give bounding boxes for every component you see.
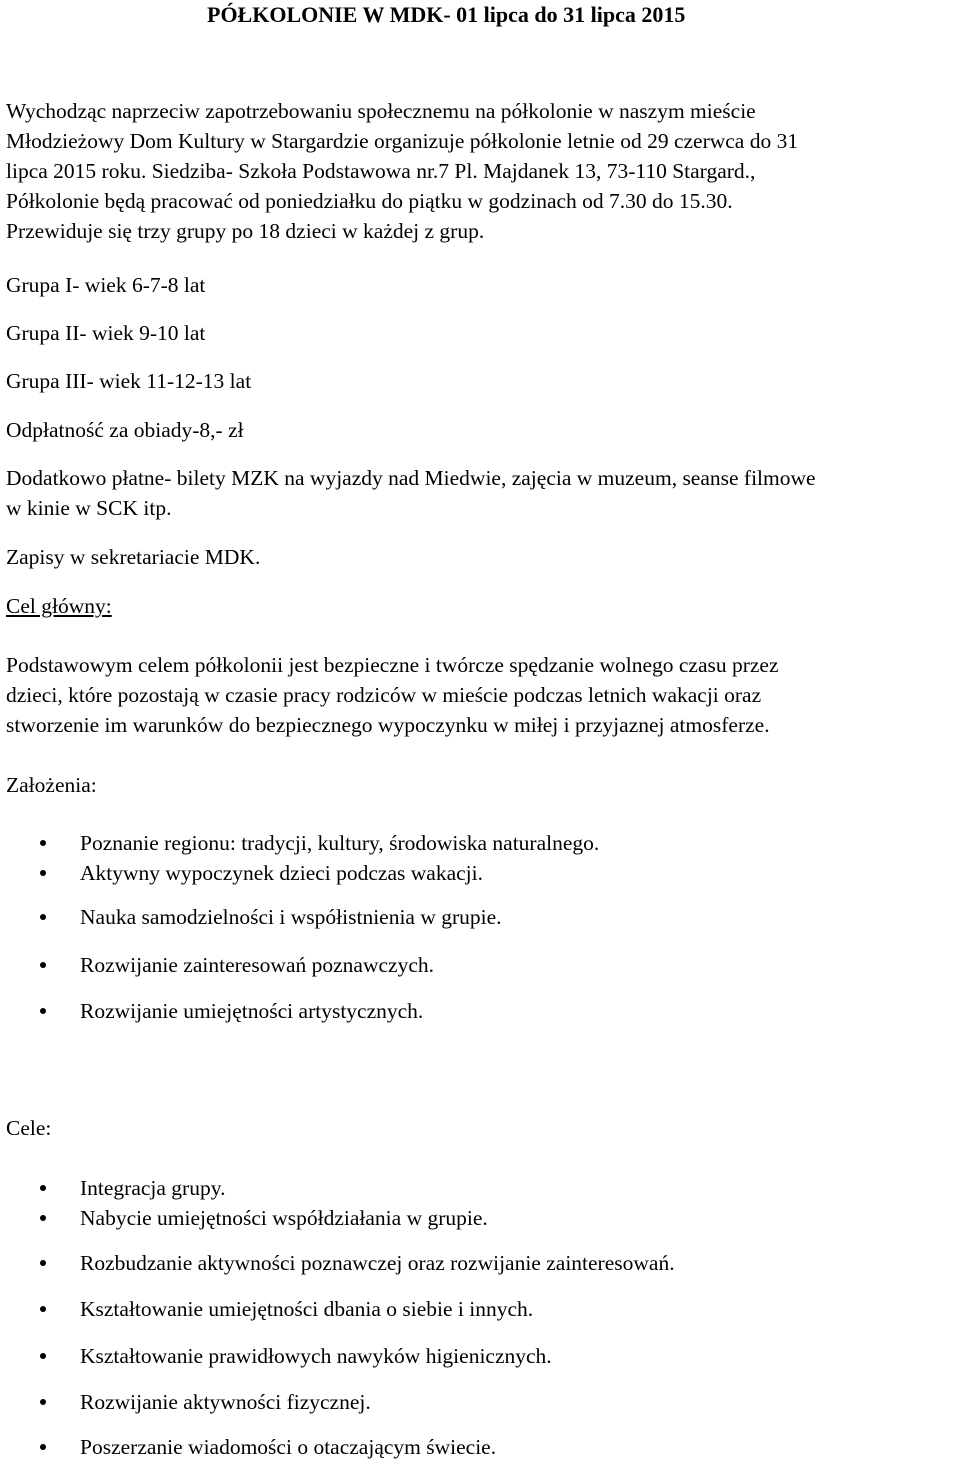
list-item-text: Rozwijanie umiejętności artystycznych. bbox=[80, 999, 424, 1023]
bullet-icon bbox=[40, 1215, 46, 1221]
bullet-icon bbox=[40, 1260, 46, 1266]
list-item-text: Poszerzanie wiadomości o otaczającym świecie. bbox=[80, 1435, 497, 1459]
intro-line: Wychodząc naprzeciw zapotrzebowaniu społecznemu na półkolonie w naszym mieście bbox=[6, 99, 756, 123]
list-item-text: Rozwijanie aktywności fizycznej. bbox=[80, 1390, 371, 1414]
list-item-text: Integracja grupy. bbox=[80, 1176, 226, 1200]
fee-text: Odpłatność za obiady-8,- zł bbox=[6, 418, 244, 442]
enrollment-text: Zapisy w sekretariacie MDK. bbox=[6, 545, 261, 569]
list-item-text: Kształtowanie prawidłowych nawyków higienicznych. bbox=[80, 1344, 552, 1368]
bullet-icon bbox=[40, 1185, 46, 1191]
list-item-text: Kształtowanie umiejętności dbania o siebie i innych. bbox=[80, 1297, 534, 1321]
bullet-icon bbox=[40, 1353, 46, 1359]
bullet-icon bbox=[40, 1306, 46, 1312]
main-goal-line: Podstawowym celem półkolonii jest bezpieczne i twórcze spędzanie wolnego czasu przez bbox=[6, 653, 779, 677]
intro-line: Przewiduje się trzy grupy po 18 dzieci w każdej z grup. bbox=[6, 219, 485, 243]
list-item-text: Nabycie umiejętności współdziałania w grupie. bbox=[80, 1206, 488, 1230]
group-1-text: Grupa I- wiek 6-7-8 lat bbox=[6, 273, 206, 297]
intro-line: Młodzieżowy Dom Kultury w Stargardzie organizuje półkolonie letnie od 29 czerwca do 31 bbox=[6, 129, 799, 153]
bullet-icon bbox=[40, 1399, 46, 1405]
extra-line: Dodatkowo płatne- bilety MZK na wyjazdy nad Miedwie, zajęcia w muzeum, seanse filmowe bbox=[6, 466, 816, 490]
list-item-text: Rozbudzanie aktywności poznawczej oraz rozwijanie zainteresowań. bbox=[80, 1251, 675, 1275]
intro-line: Półkolonie będą pracować od poniedziałku do piątku w godzinach od 7.30 do 15.30. bbox=[6, 189, 733, 213]
extra-line: w kinie w SCK itp. bbox=[6, 496, 172, 520]
list-item-text: Aktywny wypoczynek dzieci podczas wakacji. bbox=[80, 861, 483, 885]
list-item-text: Rozwijanie zainteresowań poznawczych. bbox=[80, 953, 434, 977]
assumptions-heading: Założenia: bbox=[6, 773, 97, 797]
main-goal-line: dzieci, które pozostają w czasie pracy rodziców w mieście podczas letnich wakacji oraz bbox=[6, 683, 762, 707]
intro-line: lipca 2015 roku. Siedziba- Szkoła Podstawowa nr.7 Pl. Majdanek 13, 73-110 Stargard., bbox=[6, 159, 756, 183]
group-2-text: Grupa II- wiek 9-10 lat bbox=[6, 321, 206, 345]
group-3-text: Grupa III- wiek 11-12-13 lat bbox=[6, 369, 252, 393]
page-title: PÓŁKOLONIE W MDK- 01 lipca do 31 lipca 2015 bbox=[207, 2, 686, 27]
bullet-icon bbox=[40, 1444, 46, 1450]
list-item-text: Nauka samodzielności i współistnienia w grupie. bbox=[80, 905, 502, 929]
goals-heading: Cele: bbox=[6, 1116, 52, 1140]
list-item-text: Poznanie regionu: tradycji, kultury, środowiska naturalnego. bbox=[80, 831, 600, 855]
main-goal-heading: Cel główny: bbox=[6, 594, 112, 618]
main-goal-line: stworzenie im warunków do bezpiecznego wypoczynku w miłej i przyjaznej atmosferze. bbox=[6, 713, 770, 737]
